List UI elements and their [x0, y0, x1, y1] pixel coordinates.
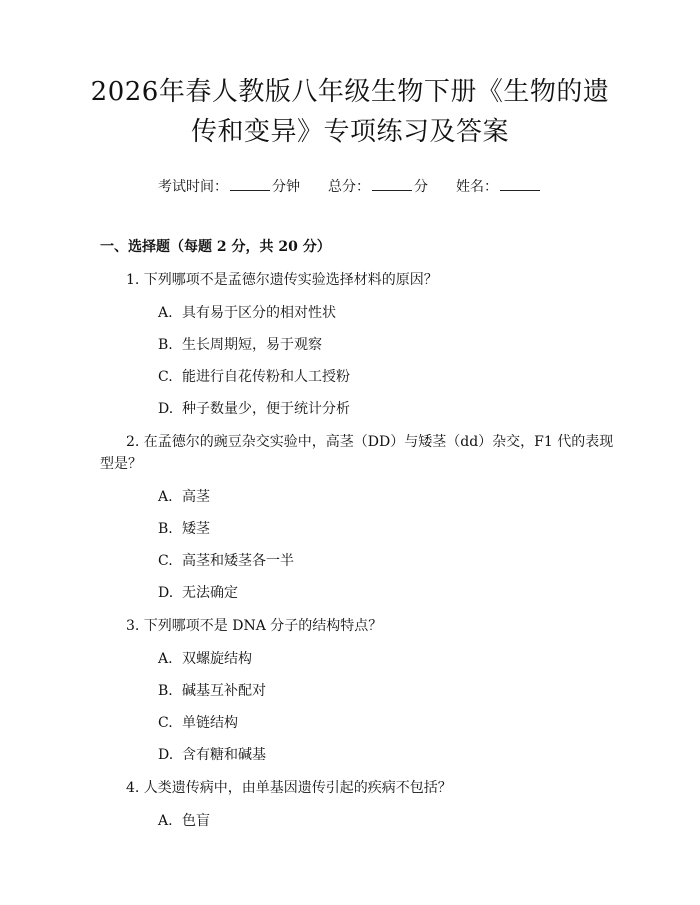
- exam-time-unit: 分钟: [272, 179, 300, 195]
- question-2-option-d: [158, 583, 620, 603]
- question-4-option-a: [158, 811, 620, 831]
- option-letter: B.: [158, 521, 173, 537]
- question-4: 4. 人类遗传病中，由单基因遗传引起的疾病不包括？: [126, 780, 452, 796]
- option-text: 单链结构: [182, 715, 238, 731]
- question-3: 3. 下列哪项不是 DNA 分子的结构特点？: [126, 618, 383, 634]
- option-text: 矮茎: [182, 521, 210, 537]
- option-text: 高茎: [182, 489, 210, 505]
- student-name-label: 姓名：: [456, 179, 498, 195]
- option-text: 高茎和矮茎各一半: [182, 553, 294, 569]
- exam-time: [158, 176, 300, 197]
- option-letter: D.: [158, 747, 174, 763]
- exam-info: [80, 176, 620, 197]
- option-letter: A.: [158, 305, 173, 321]
- option-letter: B.: [158, 683, 173, 699]
- question-1: 1. 下列哪项不是孟德尔遗传实验选择材料的原因？: [126, 272, 438, 288]
- student-name: [456, 176, 542, 197]
- option-letter: B.: [158, 337, 173, 353]
- student-name-blank: [500, 176, 540, 191]
- document-title: 2026年春人教版八年级生物下册《生物的遗传和变异》专项练习及答案: [90, 77, 610, 147]
- option-text: 无法确定: [182, 585, 238, 601]
- option-letter: A.: [158, 813, 173, 829]
- option-letter: C.: [158, 715, 173, 731]
- question-2-option-b: [158, 519, 620, 539]
- option-text: 能进行自花传粉和人工授粉: [182, 369, 350, 385]
- question-1-option-a: [158, 303, 620, 323]
- total-score-label: 总分：: [328, 179, 370, 195]
- option-letter: C.: [158, 369, 173, 385]
- option-text: 含有糖和碱基: [182, 747, 266, 763]
- question-3-option-c: [158, 713, 620, 733]
- question-2: 2. 在孟德尔的豌豆杂交实验中，高茎（DD）与矮茎（dd）杂交，F1 代的表现型是？: [100, 434, 614, 472]
- option-text: 碱基互补配对: [182, 683, 266, 699]
- question-3-option-b: [158, 681, 620, 701]
- question-2-option-c: [158, 551, 620, 571]
- option-letter: A.: [158, 651, 173, 667]
- exam-time-blank: [230, 176, 270, 191]
- section-heading: 一、选择题（每题 2 分，共 20 分）: [100, 239, 331, 255]
- option-letter: C.: [158, 553, 173, 569]
- option-text: 具有易于区分的相对性状: [182, 305, 336, 321]
- question-3-option-d: [158, 745, 620, 765]
- question-3-option-a: [158, 649, 620, 669]
- question-2-option-a: [158, 487, 620, 507]
- option-text: 色盲: [182, 813, 210, 829]
- exam-time-label: 考试时间：: [158, 179, 228, 195]
- option-letter: A.: [158, 489, 173, 505]
- total-score-blank: [372, 176, 412, 191]
- option-letter: D.: [158, 401, 174, 417]
- option-text: 生长周期短，易于观察: [182, 337, 322, 353]
- option-text: 种子数量少，便于统计分析: [182, 401, 350, 417]
- option-letter: D.: [158, 585, 174, 601]
- question-1-option-d: [158, 399, 620, 419]
- total-score-unit: 分: [414, 179, 428, 195]
- question-1-option-c: [158, 367, 620, 387]
- option-text: 双螺旋结构: [182, 651, 252, 667]
- total-score: [328, 176, 428, 197]
- question-1-option-b: [158, 335, 620, 355]
